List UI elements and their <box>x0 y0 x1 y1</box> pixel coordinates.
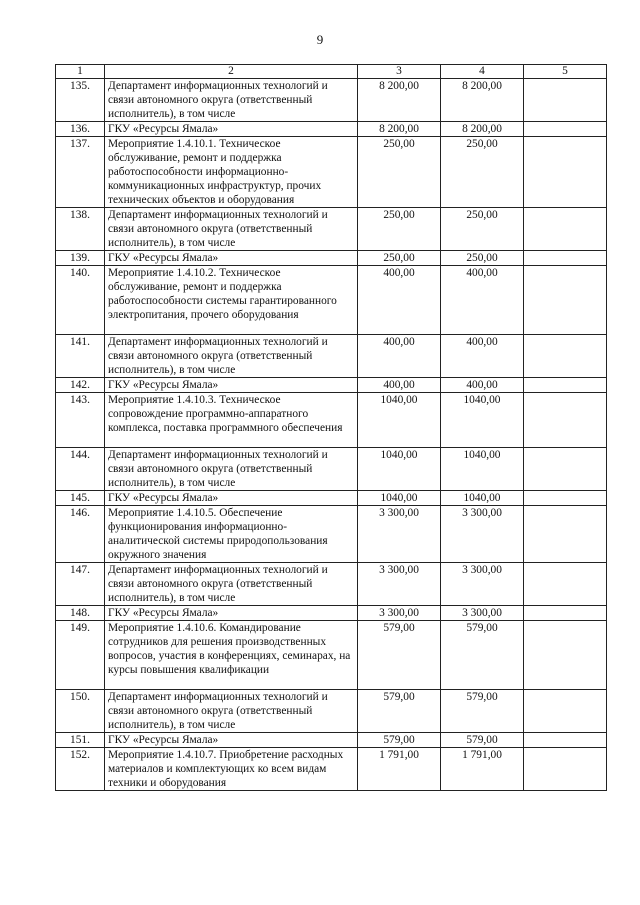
table-row <box>56 251 607 266</box>
row-number: 140. <box>56 266 105 335</box>
row-number: 148. <box>56 606 105 621</box>
amount-col5 <box>524 563 607 606</box>
amount-col4: 1 791,00 <box>441 748 524 791</box>
row-description: Мероприятие 1.4.10.2. Техническое обслуживание, ремонт и поддержка работоспособности системы гарантированного электропитания, прочего оборудования <box>105 266 358 335</box>
row-number: 145. <box>56 491 105 506</box>
amount-col4: 8 200,00 <box>441 79 524 122</box>
amount-col3: 3 300,00 <box>358 606 441 621</box>
amount-col5 <box>524 266 607 335</box>
row-number: 146. <box>56 506 105 563</box>
amount-col3: 579,00 <box>358 621 441 690</box>
amount-col3: 250,00 <box>358 208 441 251</box>
amount-col5 <box>524 79 607 122</box>
row-description: ГКУ «Ресурсы Ямала» <box>105 122 358 137</box>
row-description: Департамент информационных технологий и связи автономного округа (ответственный исполнитель), в том числе <box>105 208 358 251</box>
row-description: Департамент информационных технологий и связи автономного округа (ответственный исполнитель), в том числе <box>105 79 358 122</box>
amount-col4: 3 300,00 <box>441 606 524 621</box>
row-number: 136. <box>56 122 105 137</box>
row-number: 149. <box>56 621 105 690</box>
row-number: 142. <box>56 378 105 393</box>
amount-col3: 1 791,00 <box>358 748 441 791</box>
row-description: Мероприятие 1.4.10.7. Приобретение расходных материалов и комплектующих ко всем видам техники и оборудования <box>105 748 358 791</box>
amount-col3: 8 200,00 <box>358 122 441 137</box>
row-number: 152. <box>56 748 105 791</box>
row-description: Мероприятие 1.4.10.6. Командирование сотрудников для решения производственных вопросов, участия в конференциях, семинарах, на курсы повышения квалификации <box>105 621 358 690</box>
column-header: 5 <box>524 65 607 79</box>
row-number: 139. <box>56 251 105 266</box>
page-number: 9 <box>316 32 324 47</box>
amount-col3: 400,00 <box>358 335 441 378</box>
amount-col5 <box>524 137 607 208</box>
column-header: 1 <box>56 65 105 79</box>
amount-col4: 250,00 <box>441 208 524 251</box>
table-row <box>56 122 607 137</box>
amount-col5 <box>524 491 607 506</box>
row-number: 138. <box>56 208 105 251</box>
amount-col5 <box>524 448 607 491</box>
amount-col5 <box>524 251 607 266</box>
amount-col4: 1040,00 <box>441 491 524 506</box>
table-row <box>56 137 607 208</box>
table-row <box>56 79 607 122</box>
amount-col3: 3 300,00 <box>358 506 441 563</box>
table-row <box>56 506 607 563</box>
amount-col4: 3 300,00 <box>441 563 524 606</box>
amount-col5 <box>524 506 607 563</box>
row-description: Департамент информационных технологий и связи автономного округа (ответственный исполнитель), в том числе <box>105 690 358 733</box>
column-header: 2 <box>105 65 358 79</box>
amount-col4: 250,00 <box>441 137 524 208</box>
amount-col3: 400,00 <box>358 378 441 393</box>
amount-col4: 579,00 <box>441 733 524 748</box>
amount-col3: 8 200,00 <box>358 79 441 122</box>
table-row <box>56 448 607 491</box>
row-description: ГКУ «Ресурсы Ямала» <box>105 491 358 506</box>
amount-col5 <box>524 122 607 137</box>
table-row <box>56 266 607 335</box>
row-number: 137. <box>56 137 105 208</box>
amount-col4: 1040,00 <box>441 448 524 491</box>
row-description: Мероприятие 1.4.10.1. Техническое обслуживание, ремонт и поддержка работоспособности информационно-коммуникационных инфраструктур, прочих технических объектов и оборудования <box>105 137 358 208</box>
table-row <box>56 393 607 448</box>
amount-col3: 250,00 <box>358 251 441 266</box>
amount-col3: 1040,00 <box>358 491 441 506</box>
amount-col3: 579,00 <box>358 690 441 733</box>
table-row <box>56 621 607 690</box>
amount-col4: 3 300,00 <box>441 506 524 563</box>
row-description: Департамент информационных технологий и связи автономного округа (ответственный исполнитель), в том числе <box>105 335 358 378</box>
column-header: 4 <box>441 65 524 79</box>
amount-col5 <box>524 606 607 621</box>
amount-col5 <box>524 393 607 448</box>
row-description: ГКУ «Ресурсы Ямала» <box>105 378 358 393</box>
amount-col5 <box>524 621 607 690</box>
amount-col5 <box>524 748 607 791</box>
table-row <box>56 563 607 606</box>
amount-col5 <box>524 335 607 378</box>
row-number: 150. <box>56 690 105 733</box>
row-number: 151. <box>56 733 105 748</box>
budget-table <box>55 64 607 791</box>
table-row <box>56 208 607 251</box>
row-description: Мероприятие 1.4.10.3. Техническое сопровождение программно-аппаратного комплекса, поставка программного обеспечения <box>105 393 358 448</box>
row-description: ГКУ «Ресурсы Ямала» <box>105 733 358 748</box>
row-description: ГКУ «Ресурсы Ямала» <box>105 606 358 621</box>
row-description: Мероприятие 1.4.10.5. Обеспечение функционирования информационно-аналитической системы природопользования окружного значения <box>105 506 358 563</box>
amount-col4: 400,00 <box>441 378 524 393</box>
table-row <box>56 733 607 748</box>
table-row <box>56 491 607 506</box>
row-number: 147. <box>56 563 105 606</box>
row-description: Департамент информационных технологий и связи автономного округа (ответственный исполнитель), в том числе <box>105 448 358 491</box>
amount-col4: 579,00 <box>441 690 524 733</box>
row-number: 144. <box>56 448 105 491</box>
amount-col3: 579,00 <box>358 733 441 748</box>
table-row <box>56 690 607 733</box>
amount-col4: 1040,00 <box>441 393 524 448</box>
amount-col5 <box>524 378 607 393</box>
table-row <box>56 335 607 378</box>
amount-col4: 400,00 <box>441 266 524 335</box>
row-description: ГКУ «Ресурсы Ямала» <box>105 251 358 266</box>
amount-col4: 579,00 <box>441 621 524 690</box>
amount-col3: 3 300,00 <box>358 563 441 606</box>
table-row <box>56 748 607 791</box>
amount-col3: 400,00 <box>358 266 441 335</box>
amount-col5 <box>524 208 607 251</box>
row-number: 135. <box>56 79 105 122</box>
row-number: 141. <box>56 335 105 378</box>
row-description: Департамент информационных технологий и связи автономного округа (ответственный исполнитель), в том числе <box>105 563 358 606</box>
table-row <box>56 378 607 393</box>
amount-col4: 250,00 <box>441 251 524 266</box>
header-row <box>56 65 607 79</box>
amount-col4: 8 200,00 <box>441 122 524 137</box>
amount-col5 <box>524 690 607 733</box>
amount-col3: 1040,00 <box>358 393 441 448</box>
amount-col3: 1040,00 <box>358 448 441 491</box>
column-header: 3 <box>358 65 441 79</box>
row-number: 143. <box>56 393 105 448</box>
amount-col3: 250,00 <box>358 137 441 208</box>
table-row <box>56 606 607 621</box>
amount-col5 <box>524 733 607 748</box>
amount-col4: 400,00 <box>441 335 524 378</box>
